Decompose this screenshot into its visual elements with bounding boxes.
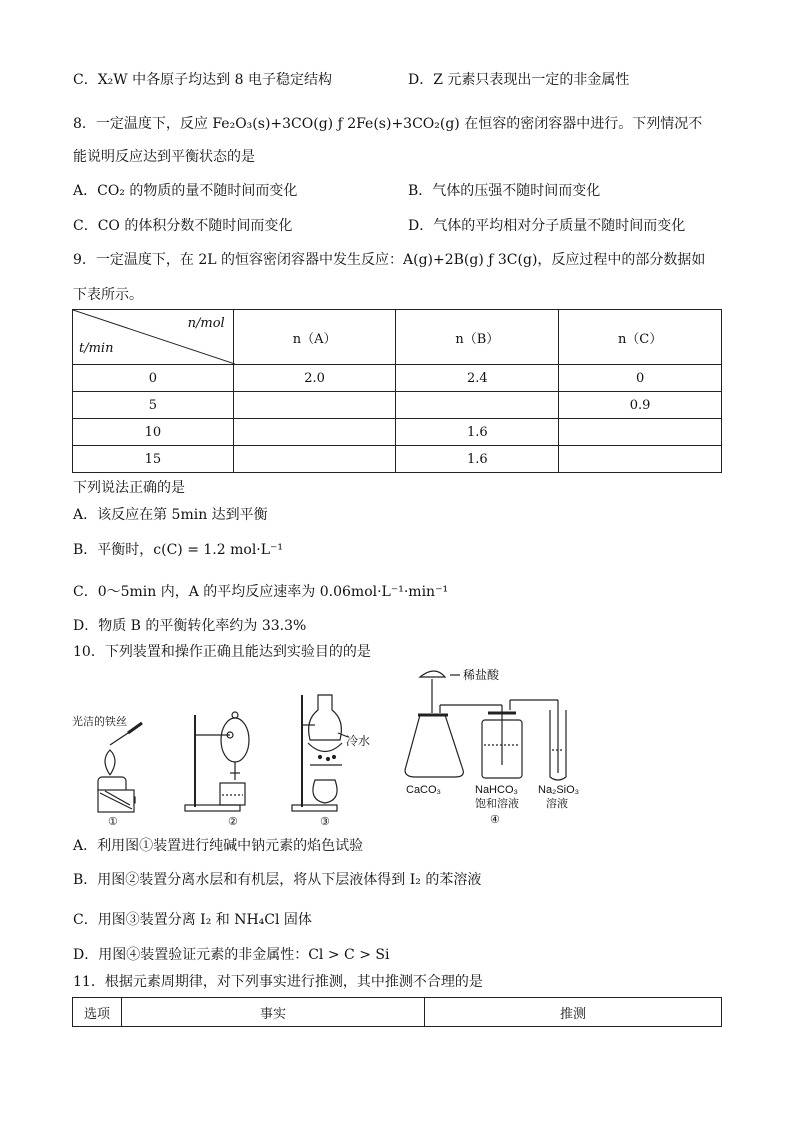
- q8-stem-line1: 8．一定温度下，反应 Fe₂O₃(s)+3CO(g) ƒ 2Fe(s)+3CO₂(g) 在恒容的密闭容器中进行。下列情况不: [73, 116, 703, 132]
- figure-3-sublimation: [292, 695, 370, 828]
- q9-lead: 下列说法正确的是: [73, 480, 185, 496]
- q8-option-c: C．CO 的体积分数不随时间而变化: [73, 218, 293, 234]
- label-iron-wire: 光洁的铁丝: [72, 716, 127, 728]
- q9-option-b: B．平衡时，c(C) = 1.2 mol·L⁻¹: [73, 542, 284, 558]
- cell-b: 2.4: [396, 365, 559, 392]
- q10-stem: 10．下列装置和操作正确且能达到实验目的的是: [73, 644, 371, 660]
- figure-1-flame-test: [72, 714, 142, 828]
- table-row: [73, 365, 722, 392]
- q8-option-b: B．气体的压强不随时间而变化: [408, 183, 601, 199]
- cell-c: [559, 419, 722, 446]
- figure-number-1: ①: [108, 816, 118, 828]
- header-option: 选项: [73, 998, 122, 1027]
- apparatus-figure: [70, 665, 600, 833]
- label-solution: 溶液: [546, 798, 568, 810]
- table-header-row: [73, 310, 722, 365]
- cell-c: 0.9: [559, 392, 722, 419]
- figure-number-2: ②: [228, 816, 238, 828]
- label-saturated-solution: 饱和溶液: [475, 798, 519, 810]
- q10-option-d: D．用图④装置验证元素的非金属性：Cl > C > Si: [73, 947, 390, 963]
- q9-stem-line2: 下表所示。: [73, 287, 143, 303]
- q9-option-c: C．0～5min 内，A 的平均反应速率为 0.06mol·L⁻¹·min⁻¹: [73, 584, 449, 600]
- cell-b: 1.6: [396, 446, 559, 473]
- label-cold-water: 冷水: [346, 734, 371, 748]
- figure-number-3: ③: [320, 816, 330, 828]
- cell-a: [233, 392, 396, 419]
- diagonal-header-cell: [73, 310, 234, 365]
- cell-c: 0: [559, 365, 722, 392]
- table-header-row: [73, 998, 722, 1027]
- q8-option-d: D．气体的平均相对分子质量不随时间而变化: [408, 218, 686, 234]
- figure-number-4: ④: [490, 814, 500, 826]
- q9-stem-line1: 9．一定温度下，在 2L 的恒容密闭容器中发生反应：A(g)+2B(g) ƒ 3C(g)，反应过程中的部分数据如: [73, 252, 706, 268]
- table-row: [73, 392, 722, 419]
- cell-b: [396, 392, 559, 419]
- cell-a: [233, 446, 396, 473]
- header-inference: 推测: [425, 998, 722, 1027]
- header-na: n（A）: [233, 310, 396, 365]
- cell-a: [233, 419, 396, 446]
- q8-stem-line2: 能说明反应达到平衡状态的是: [73, 149, 255, 165]
- q9-data-table: [72, 309, 722, 473]
- figure-4-nonmetal-comparison: [405, 667, 579, 826]
- label-dilute-hcl: 稀盐酸: [463, 668, 500, 682]
- header-fact: 事实: [122, 998, 425, 1027]
- cell-a: 2.0: [233, 365, 396, 392]
- cell-c: [559, 446, 722, 473]
- q11-stem: 11．根据元素周期律，对下列事实进行推测，其中推测不合理的是: [73, 974, 483, 990]
- q11-table: [72, 997, 722, 1027]
- q8-option-a: A．CO₂ 的物质的量不随时间而变化: [73, 183, 298, 199]
- cell-t: 0: [73, 365, 234, 392]
- table-row: [73, 446, 722, 473]
- q9-option-a: A．该反应在第 5min 达到平衡: [73, 507, 268, 523]
- q10-option-a: A．利用图①装置进行纯碱中钠元素的焰色试验: [73, 838, 364, 854]
- label-nahco3: NaHCO₃: [475, 784, 518, 796]
- label-caco3: CaCO₃: [406, 784, 442, 796]
- header-nc: n（C）: [559, 310, 722, 365]
- cell-b: 1.6: [396, 419, 559, 446]
- header-nmol: n/mol: [187, 316, 225, 331]
- cell-t: 15: [73, 446, 234, 473]
- cell-t: 10: [73, 419, 234, 446]
- header-nb: n（B）: [396, 310, 559, 365]
- q7-option-c: C．X₂W 中各原子均达到 8 电子稳定结构: [73, 72, 332, 88]
- header-tmin: t/min: [79, 341, 114, 356]
- figure-2-separatory-funnel: [185, 712, 249, 828]
- cell-t: 5: [73, 392, 234, 419]
- q9-option-d: D．物质 B 的平衡转化率约为 33.3%: [73, 618, 307, 634]
- label-na2sio3: Na₂SiO₃: [538, 784, 580, 796]
- q10-option-b: B．用图②装置分离水层和有机层，将从下层液体得到 I₂ 的苯溶液: [73, 872, 482, 888]
- q7-option-d: D．Z 元素只表现出一定的非金属性: [408, 72, 630, 88]
- q10-option-c: C．用图③装置分离 I₂ 和 NH₄Cl 固体: [73, 912, 312, 928]
- table-row: [73, 419, 722, 446]
